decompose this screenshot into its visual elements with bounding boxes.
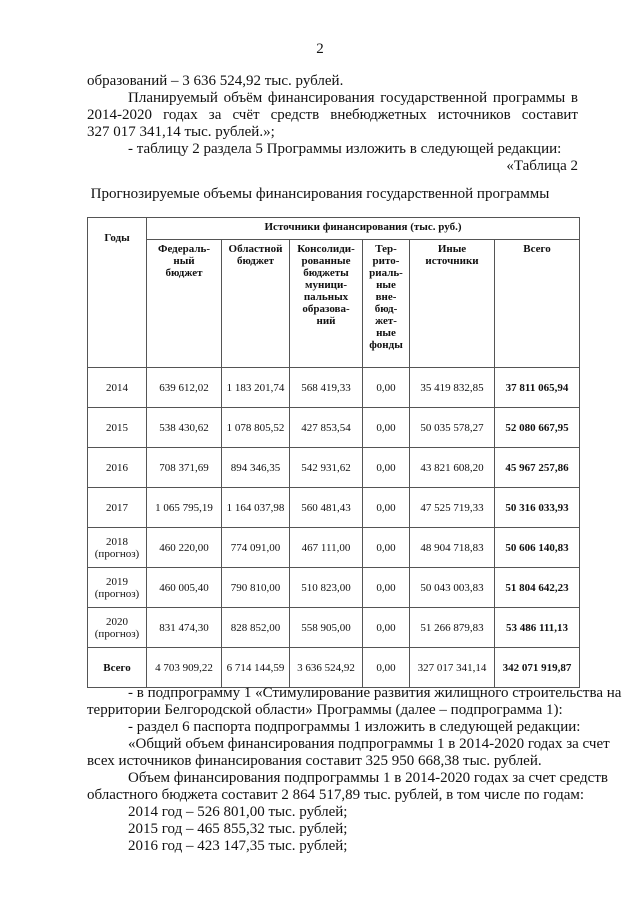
cell-territorial: 0,00 — [363, 368, 410, 408]
cell-municipal: 558 905,00 — [290, 608, 363, 648]
cell-municipal: 560 481,43 — [290, 488, 363, 528]
table-row — [88, 488, 580, 528]
cell-municipal: 427 853,54 — [290, 408, 363, 448]
header-total: Всего — [495, 240, 580, 368]
cell-year: 2015 — [88, 408, 147, 448]
cell-regional: 774 091,00 — [222, 528, 290, 568]
page-number: 2 — [316, 41, 324, 57]
cell-total: 45 967 257,86 — [495, 448, 580, 488]
cell-total: 37 811 065,94 — [495, 368, 580, 408]
cell-year: 2020 (прогноз) — [88, 608, 147, 648]
cell-federal: 831 474,30 — [147, 608, 222, 648]
cell-year: 2016 — [88, 448, 147, 488]
cell-territorial: 0,00 — [363, 408, 410, 448]
cell-territorial: 0,00 — [363, 448, 410, 488]
cell-other: 48 904 718,83 — [410, 528, 495, 568]
header-sources: Источники финансирования (тыс. руб.) — [147, 218, 580, 240]
cell-total: 53 486 111,13 — [495, 608, 580, 648]
intro-line-1: образований – 3 636 524,92 тыс. рублей. — [87, 73, 344, 89]
cell-year: 2014 — [88, 368, 147, 408]
cell-federal: 708 371,69 — [147, 448, 222, 488]
cell-municipal: 510 823,00 — [290, 568, 363, 608]
cell-territorial: 0,00 — [363, 608, 410, 648]
header-years: Годы — [88, 218, 147, 368]
header-other: Иные источники — [410, 240, 495, 368]
intro-line-3: 2014-2020 годах за счёт средств внебюджетных источников составит — [87, 107, 578, 123]
table-total-row — [88, 648, 580, 688]
cell-regional: 828 852,00 — [222, 608, 290, 648]
cell-regional: 894 346,35 — [222, 448, 290, 488]
outro-line-5: всех источников финансирования составит 325 950 668,38 тыс. рублей. — [87, 753, 542, 769]
header-municipal: Консолиди- рованные бюджеты муници- пальных образова- ний — [290, 240, 363, 368]
cell-total: 51 804 642,23 — [495, 568, 580, 608]
header-regional: Областной бюджет — [222, 240, 290, 368]
table-row — [88, 368, 580, 408]
cell-other: 51 266 879,83 — [410, 608, 495, 648]
header-federal: Федераль- ный бюджет — [147, 240, 222, 368]
cell-municipal: 542 931,62 — [290, 448, 363, 488]
cell-federal: 460 220,00 — [147, 528, 222, 568]
cell-total-label: Всего — [88, 648, 147, 688]
outro-line-7: областного бюджета составит 2 864 517,89 тыс. рублей, в том числе по годам: — [87, 787, 585, 803]
cell-regional: 6 714 144,59 — [222, 648, 290, 688]
cell-regional: 790 810,00 — [222, 568, 290, 608]
table-row — [88, 528, 580, 568]
table-row — [88, 608, 580, 648]
cell-other: 50 043 003,83 — [410, 568, 495, 608]
cell-other: 47 525 719,33 — [410, 488, 495, 528]
table-row — [88, 448, 580, 488]
cell-territorial: 0,00 — [363, 528, 410, 568]
intro-line-5: - таблицу 2 раздела 5 Программы изложить в следующей редакции: — [128, 141, 562, 157]
table-row — [88, 408, 580, 448]
cell-territorial: 0,00 — [363, 488, 410, 528]
outro-line-3: - раздел 6 паспорта подпрограммы 1 изложить в следующей редакции: — [128, 719, 581, 735]
cell-total: 52 080 667,95 — [495, 408, 580, 448]
intro-line-4: 327 017 341,14 тыс. рублей.»; — [87, 124, 275, 140]
table-label: «Таблица 2 — [506, 158, 578, 174]
cell-federal: 1 065 795,19 — [147, 488, 222, 528]
outro-line-6: Объем финансирования подпрограммы 1 в 2014-2020 годах за счет средств — [128, 770, 608, 786]
cell-total: 50 606 140,83 — [495, 528, 580, 568]
outro-line-4: «Общий объем финансирования подпрограммы 1 в 2014-2020 годах за счет — [128, 736, 610, 752]
outro-line-2: территории Белгородской области» Программы (далее – подпрограмма 1): — [87, 702, 563, 718]
table-row — [88, 568, 580, 608]
outro-line-9: 2015 год – 465 855,32 тыс. рублей; — [128, 821, 348, 837]
cell-municipal: 3 636 524,92 — [290, 648, 363, 688]
cell-year: 2018 (прогноз) — [88, 528, 147, 568]
cell-other: 327 017 341,14 — [410, 648, 495, 688]
cell-federal: 639 612,02 — [147, 368, 222, 408]
cell-municipal: 568 419,33 — [290, 368, 363, 408]
cell-regional: 1 078 805,52 — [222, 408, 290, 448]
intro-line-2: Планируемый объём финансирования государственной программы в — [128, 90, 578, 106]
cell-other: 35 419 832,85 — [410, 368, 495, 408]
cell-year: 2019 (прогноз) — [88, 568, 147, 608]
table-caption: Прогнозируемые объемы финансирования государственной программы — [90, 186, 550, 202]
cell-regional: 1 164 037,98 — [222, 488, 290, 528]
cell-territorial: 0,00 — [363, 648, 410, 688]
cell-federal: 538 430,62 — [147, 408, 222, 448]
header-territorial: Тер- рито- риаль- ные вне- бюд- жет- ные фонды — [363, 240, 410, 368]
outro-line-8: 2014 год – 526 801,00 тыс. рублей; — [128, 804, 348, 820]
outro-line-1: - в подпрограмму 1 «Стимулирование развития жилищного строительства на — [128, 685, 622, 701]
cell-territorial: 0,00 — [363, 568, 410, 608]
financing-table — [87, 217, 580, 688]
cell-regional: 1 183 201,74 — [222, 368, 290, 408]
cell-total: 50 316 033,93 — [495, 488, 580, 528]
outro-line-10: 2016 год – 423 147,35 тыс. рублей; — [128, 838, 348, 854]
cell-total: 342 071 919,87 — [495, 648, 580, 688]
cell-other: 43 821 608,20 — [410, 448, 495, 488]
cell-year: 2017 — [88, 488, 147, 528]
cell-federal: 460 005,40 — [147, 568, 222, 608]
cell-other: 50 035 578,27 — [410, 408, 495, 448]
cell-federal: 4 703 909,22 — [147, 648, 222, 688]
cell-municipal: 467 111,00 — [290, 528, 363, 568]
